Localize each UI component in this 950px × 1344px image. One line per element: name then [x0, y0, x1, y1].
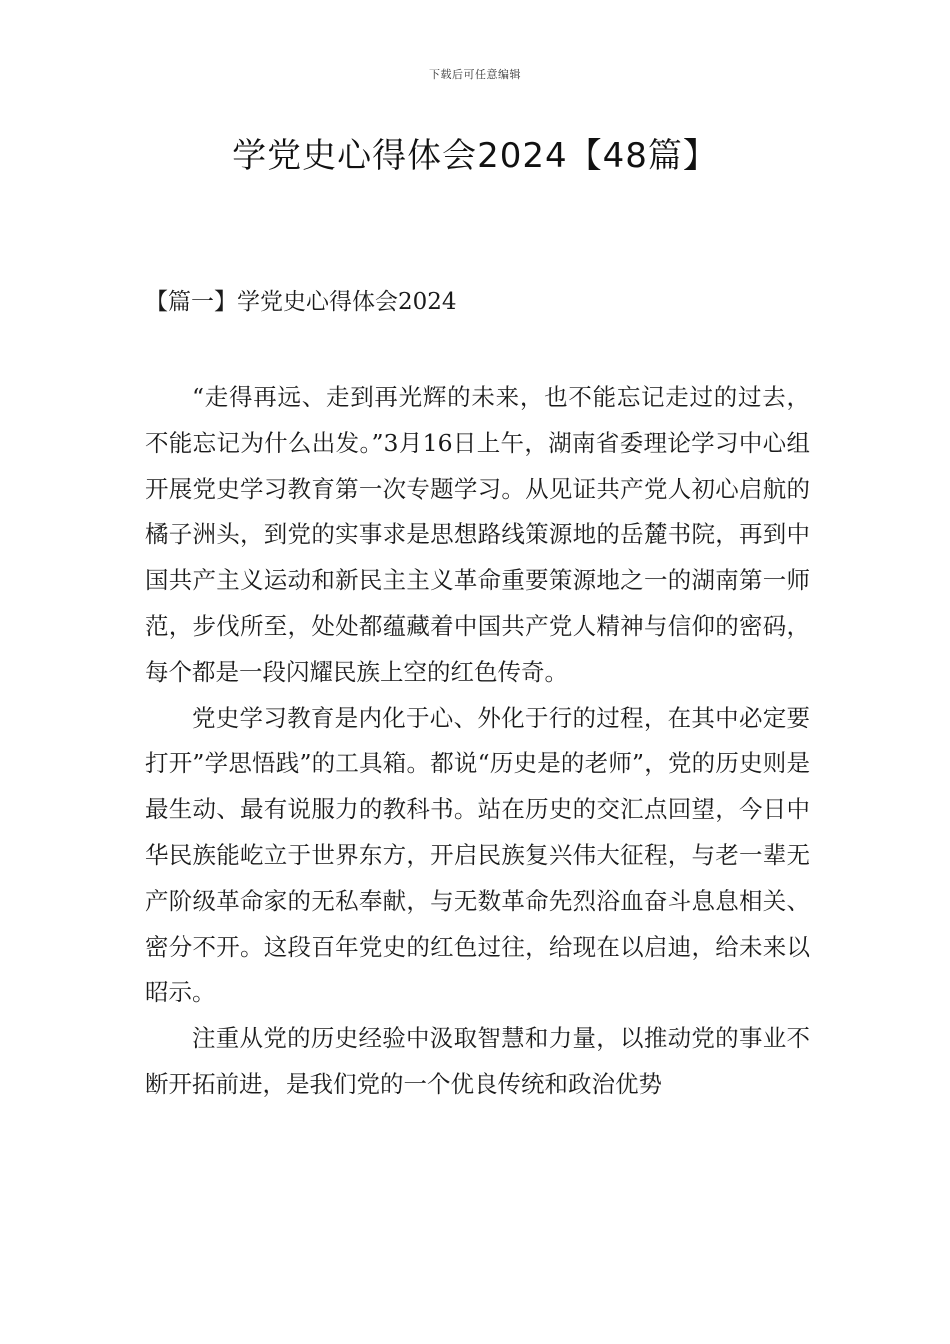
header-note: 下载后可任意编辑 — [429, 68, 521, 81]
document-title: 学党史心得体会2024【48篇】 — [232, 136, 718, 176]
paragraph-2: 党史学习教育是内化于心、外化于行的过程，在其中必定要打开”学思悟践”的工具箱。都说“历史是的老师”，党的历史则是最生动、最有说服力的教科书。站在历史的交汇点回望，今日中华民族能屹立于世界东方，开启民族复兴伟大征程，与老一辈无产阶级革命家的无私奉献，与无数革命先烈浴血奋斗息息相关、密分不开。这段百年党史的红色过往，给现在以启迪，给未来以昭示。 — [145, 703, 810, 1007]
paragraph-3: 注重从党的历史经验中汲取智慧和力量，以推动党的事业不断开拓前进，是我们党的一个优良传统和政治优势 — [145, 1024, 810, 1098]
body-text — [145, 375, 810, 1108]
paragraph-1: “走得再远、走到再光辉的未来，也不能忘记走过的过去，不能忘记为什么出发。”3月16日上午，湖南省委理论学习中心组开展党史学习教育第一次专题学习。从见证共产党人初心启航的橘子洲头，到党的实事求是思想路线策源地的岳麓书院，再到中国共产主义运动和新民主主义革命重要策源地之一的湖南第一师范，步伐所至，处处都蕴藏着中国共产党人精神与信仰的密码，每个都是一段闪耀民族上空的红色传奇。 — [145, 383, 810, 686]
section-heading: 【篇一】学党史心得体会2024 — [145, 289, 457, 315]
